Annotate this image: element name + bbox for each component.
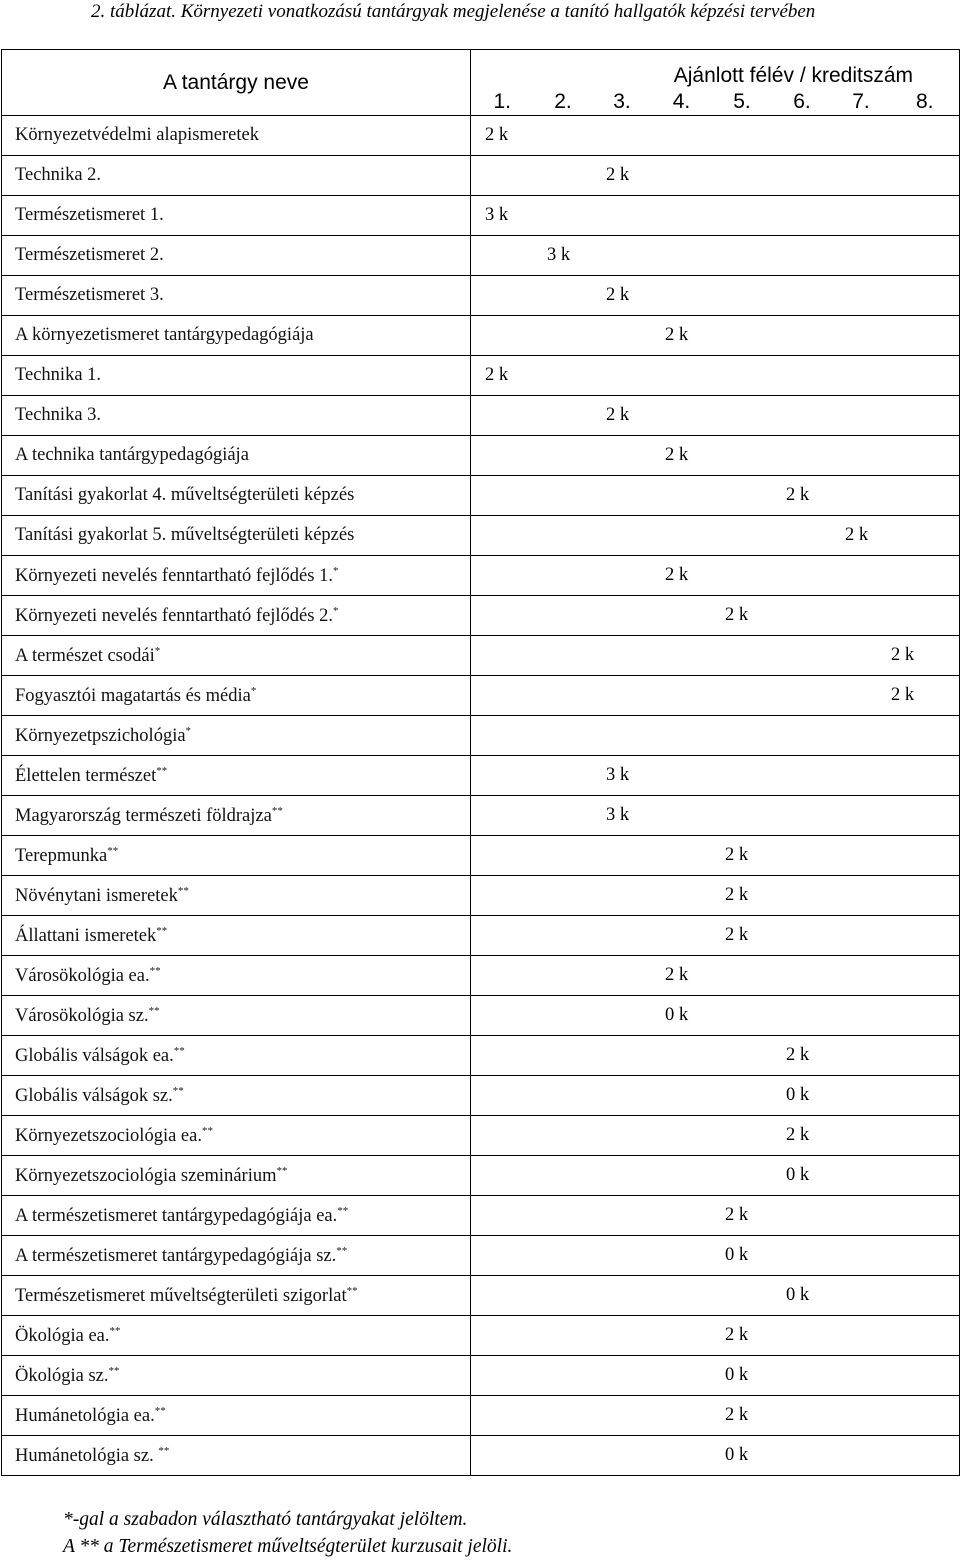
credit-cell: [471, 796, 960, 836]
credit-value-sem-5: 0 k: [725, 1365, 749, 1385]
subject-label: Környezeti nevelés fenntartható fejlődés 2.: [15, 605, 333, 626]
subject-label: Természetismeret 2.: [15, 245, 164, 265]
subject-name: [2, 516, 471, 556]
table-row: [2, 876, 960, 916]
table-row: [2, 756, 960, 796]
table-row: [2, 436, 960, 476]
subject-label: Élettelen természet: [15, 765, 157, 786]
footnote-marker: **: [148, 1004, 160, 1017]
subject-label: Környezeti nevelés fenntartható fejlődés 1.: [15, 565, 333, 586]
subject-name: [2, 1236, 471, 1276]
credit-cell: [471, 756, 960, 796]
footnote-marker: **: [156, 924, 168, 937]
credit-cell: [471, 276, 960, 316]
footnote-marker: **: [173, 1044, 185, 1057]
subject-name: [2, 676, 471, 716]
credit-value-sem-4: 0 k: [665, 1005, 689, 1025]
footnote-marker: *: [332, 564, 339, 577]
credit-cell: [471, 836, 960, 876]
credit-value-sem-3: 2 k: [606, 405, 630, 425]
subject-label: A technika tantárgypedagógiája: [15, 445, 249, 465]
subject-label: Terepmunka: [15, 845, 108, 866]
semester-header-5: 5.: [712, 88, 773, 116]
credit-cell: [471, 1396, 960, 1436]
subject-label: Ökológia ea.: [15, 1325, 110, 1346]
table-row: [2, 956, 960, 996]
subject-name: [2, 556, 471, 596]
credit-cell: [471, 1436, 960, 1476]
footnote-marker: **: [108, 1364, 120, 1377]
subject-label: Természetismeret 3.: [15, 285, 164, 305]
credit-value-sem-3: 2 k: [606, 165, 630, 185]
subject-name: [2, 196, 471, 236]
subject-label: Tanítási gyakorlat 5. műveltségterületi képzés: [15, 525, 355, 545]
table-row: [2, 996, 960, 1036]
subject-label: Technika 3.: [15, 405, 102, 425]
credit-cell: [471, 1276, 960, 1316]
credit-cell: [471, 156, 960, 196]
subject-name: [2, 276, 471, 316]
subject-label: A természetismeret tantárgypedagógiája sz.: [15, 1245, 337, 1266]
subject-label: Ökológia sz.: [15, 1365, 109, 1386]
credit-value-sem-5: 2 k: [725, 1325, 749, 1345]
credit-value-sem-1: 2 k: [485, 365, 509, 385]
subject-label: Természetismeret 1.: [15, 205, 164, 225]
credit-cell: [471, 516, 960, 556]
table-row: [2, 516, 960, 556]
credit-cell: [471, 1156, 960, 1196]
footnote-marker: *: [332, 604, 339, 617]
credit-value-sem-8: 2 k: [891, 685, 915, 705]
table-row: [2, 636, 960, 676]
table-row: [2, 1436, 960, 1476]
table-row: [2, 836, 960, 876]
table-row: [2, 1316, 960, 1356]
credit-value-sem-1: 3 k: [485, 205, 509, 225]
credit-value-sem-6: 0 k: [786, 1085, 810, 1105]
subject-label: Városökológia ea.: [15, 965, 150, 986]
subject-name: [2, 1196, 471, 1236]
credit-value-sem-7: 2 k: [845, 525, 869, 545]
credit-cell: [471, 556, 960, 596]
credit-cell: [471, 996, 960, 1036]
credit-cell: [471, 636, 960, 676]
subject-label: Városökológia sz.: [15, 1005, 149, 1026]
table-row: [2, 1196, 960, 1236]
curriculum-table: [1, 49, 960, 1476]
subject-name: [2, 1116, 471, 1156]
credit-cell: [471, 876, 960, 916]
subject-label: Növénytani ismeretek: [15, 885, 178, 906]
credit-cell: [471, 1316, 960, 1356]
table-row: [2, 236, 960, 276]
footnote-marker: **: [177, 884, 189, 897]
footnote-marker: *: [185, 724, 192, 737]
subject-name: [2, 436, 471, 476]
table-row: [2, 476, 960, 516]
credit-cell: [471, 716, 960, 756]
credit-value-sem-4: 2 k: [665, 565, 689, 585]
credit-value-sem-4: 2 k: [665, 965, 689, 985]
semester-header-6: 6.: [773, 88, 832, 116]
subject-label: Állattani ismeretek: [15, 925, 157, 946]
semester-header-4: 4.: [652, 88, 712, 116]
table-row: [2, 796, 960, 836]
subject-name: [2, 996, 471, 1036]
subject-name: [2, 396, 471, 436]
table-row: [2, 276, 960, 316]
table-row: [2, 1076, 960, 1116]
footnote-marker: **: [337, 1204, 349, 1217]
credit-cell: [471, 1356, 960, 1396]
subject-label: Globális válságok ea.: [15, 1045, 174, 1066]
credit-value-sem-4: 2 k: [665, 445, 689, 465]
subject-name: [2, 1156, 471, 1196]
subject-label: A környezetismeret tantárgypedagógiája: [15, 325, 314, 345]
credit-value-sem-3: 2 k: [606, 285, 630, 305]
footnote-marker: **: [346, 1284, 358, 1297]
credit-cell: [471, 1116, 960, 1156]
credit-cell: [471, 1036, 960, 1076]
credit-value-sem-5: 2 k: [725, 1405, 749, 1425]
subject-name: [2, 876, 471, 916]
semester-header-8: 8.: [891, 88, 960, 116]
credit-cell: [471, 116, 960, 156]
subject-name: [2, 796, 471, 836]
table-row: [2, 1356, 960, 1396]
subject-name: [2, 1436, 471, 1476]
credit-value-sem-5: 2 k: [725, 1205, 749, 1225]
semester-header-1: 1.: [471, 88, 534, 116]
credit-value-sem-3: 3 k: [606, 805, 630, 825]
credit-value-sem-6: 2 k: [786, 1125, 810, 1145]
subject-label: Technika 2.: [15, 165, 102, 185]
semester-header-2: 2.: [534, 88, 593, 116]
credit-cell: [471, 396, 960, 436]
table-row: [2, 116, 960, 156]
subject-label: Környezetszociológia ea.: [15, 1125, 202, 1146]
footnote-marker: **: [172, 1084, 184, 1097]
table-row: [2, 396, 960, 436]
subject-label: Környezetpszichológia: [15, 725, 186, 746]
subject-name: [2, 756, 471, 796]
subject-name: [2, 956, 471, 996]
credit-value-sem-5: 0 k: [725, 1245, 749, 1265]
subject-name: [2, 1356, 471, 1396]
credit-value-sem-5: 0 k: [725, 1445, 749, 1465]
subject-name: [2, 1076, 471, 1116]
subject-label: Környezetszociológia szeminárium: [15, 1165, 277, 1186]
subject-label: Fogyasztói magatartás és média: [15, 685, 251, 706]
subject-label: A természetismeret tantárgypedagógiája ea.: [15, 1205, 338, 1226]
subject-name: [2, 156, 471, 196]
subject-name: [2, 356, 471, 396]
credit-cell: [471, 196, 960, 236]
subject-label: Humánetológia sz.: [15, 1445, 159, 1466]
footnote-marker: **: [158, 1444, 170, 1457]
subject-name: [2, 596, 471, 636]
footnote-marker: *: [154, 644, 161, 657]
subject-name: [2, 1316, 471, 1356]
footnote-marker: **: [156, 764, 168, 777]
footnote-marker: **: [276, 1164, 288, 1177]
subject-name: [2, 316, 471, 356]
credit-cell: [471, 356, 960, 396]
credit-value-sem-6: 0 k: [786, 1165, 810, 1185]
table-row: [2, 556, 960, 596]
subject-name: [2, 636, 471, 676]
footnote-marker: **: [336, 1244, 348, 1257]
credit-value-sem-3: 3 k: [606, 765, 630, 785]
subject-label: Humánetológia ea.: [15, 1405, 155, 1426]
semester-header-3: 3.: [593, 88, 652, 116]
credit-cell: [471, 1076, 960, 1116]
credit-value-sem-6: 2 k: [786, 1045, 810, 1065]
subject-label: Tanítási gyakorlat 4. műveltségterületi képzés: [15, 485, 355, 505]
footnote-marker: **: [201, 1124, 213, 1137]
table-row: [2, 1116, 960, 1156]
subject-label: Magyarország természeti földrajza: [15, 805, 272, 826]
credit-cell: [471, 316, 960, 356]
credit-value-sem-5: 2 k: [725, 925, 749, 945]
subject-name: [2, 716, 471, 756]
subject-name: [2, 116, 471, 156]
credit-cell: [471, 676, 960, 716]
table-row: [2, 1236, 960, 1276]
table-row: [2, 1396, 960, 1436]
credit-cell: [471, 596, 960, 636]
credit-value-sem-5: 2 k: [725, 885, 749, 905]
subject-label: Környezetvédelmi alapismeretek: [15, 125, 259, 145]
footnote-natural-science: A ** a Természetismeret műveltségterület kurzusait jelöli.: [63, 1536, 513, 1557]
subject-label: Globális válságok sz.: [15, 1085, 173, 1106]
credit-value-sem-1: 2 k: [485, 125, 509, 145]
footnote-marker: *: [250, 684, 257, 697]
credit-cell: [471, 1236, 960, 1276]
table-row: [2, 1156, 960, 1196]
table-row: [2, 356, 960, 396]
table-row: [2, 716, 960, 756]
credit-value-sem-5: 2 k: [725, 845, 749, 865]
credit-cell: [471, 236, 960, 276]
subject-label: Természetismeret műveltségterületi szigorlat: [15, 1285, 347, 1306]
subject-label: A természet csodái: [15, 645, 155, 666]
subject-name: [2, 1276, 471, 1316]
subject-column-header: A tantárgy neve: [2, 50, 471, 116]
credit-value-sem-4: 2 k: [665, 325, 689, 345]
credit-value-sem-6: 2 k: [786, 485, 810, 505]
subject-name: [2, 476, 471, 516]
semester-column-header: Ajánlott félév / kreditszám: [471, 50, 960, 89]
subject-label: Technika 1.: [15, 365, 102, 385]
footnote-marker: **: [271, 804, 283, 817]
footnote-marker: **: [149, 964, 161, 977]
credit-cell: [471, 916, 960, 956]
table-row: [2, 676, 960, 716]
footnote-elective: *-gal a szabadon választható tantárgyakat jelöltem.: [63, 1509, 468, 1530]
credit-value-sem-5: 2 k: [725, 605, 749, 625]
table-row: [2, 156, 960, 196]
footnote-marker: **: [154, 1404, 166, 1417]
table-row: [2, 596, 960, 636]
footnote-marker: **: [107, 844, 119, 857]
credit-value-sem-8: 2 k: [891, 645, 915, 665]
subject-name: [2, 1396, 471, 1436]
subject-name: [2, 236, 471, 276]
subject-name: [2, 836, 471, 876]
subject-name: [2, 1036, 471, 1076]
subject-name: [2, 916, 471, 956]
credit-value-sem-6: 0 k: [786, 1285, 810, 1305]
table-caption: 2. táblázat. Környezeti vonatkozású tantárgyak megjelenése a tanító hallgatók képzési tervében: [91, 1, 816, 22]
table-row: [2, 316, 960, 356]
credit-value-sem-2: 3 k: [547, 245, 571, 265]
table-row: [2, 1276, 960, 1316]
credit-cell: [471, 476, 960, 516]
table-row: [2, 196, 960, 236]
credit-cell: [471, 1196, 960, 1236]
credit-cell: [471, 436, 960, 476]
credit-cell: [471, 956, 960, 996]
table-row: [2, 1036, 960, 1076]
semester-header-7: 7.: [832, 88, 891, 116]
footnote-marker: **: [109, 1324, 121, 1337]
table-row: [2, 916, 960, 956]
